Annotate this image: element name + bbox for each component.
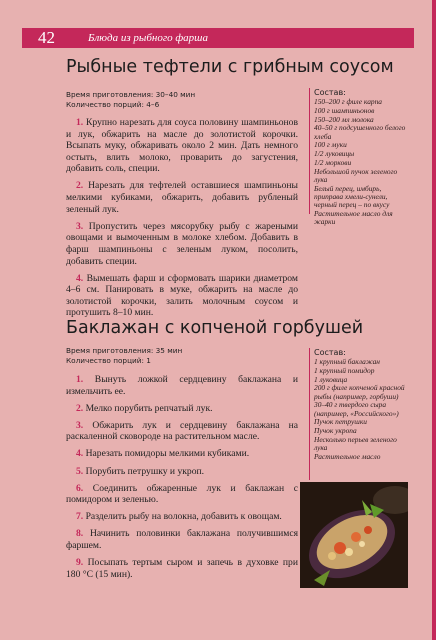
- recipe2-step: [66, 483, 298, 506]
- step-number: 1.: [76, 117, 84, 128]
- step-number: 5.: [76, 465, 84, 477]
- recipe2-title: Баклажан с копченой горбушей: [66, 318, 364, 338]
- recipe2-step: [66, 374, 298, 397]
- step-number: 1.: [76, 374, 84, 385]
- step-text: Крупно нарезать для соуса половину шампиньонов и лук, обжарить на масле до золотистой корочки. Всыпать муку, обжаривать около 2 мин. Дать немного остыть, влить молоко, проварить до загустения, добавить соль, специи.: [66, 117, 298, 175]
- step-text: Разделить рыбу на волокна, добавить к овощам.: [83, 511, 282, 523]
- ingredient-item: Небольшой пучок зеленого лука: [314, 166, 398, 184]
- ingredient-item: Пучок укропа: [314, 426, 357, 436]
- step-text: Нарезать помидоры мелкими кубиками.: [83, 448, 250, 460]
- ingredient-item: Белый перец, имбирь, приправа хмели-сунели, черный перец – по вкусу: [314, 183, 390, 210]
- ingredient-item: Пучок петрушки: [314, 417, 367, 427]
- recipe1-ingredients: [309, 88, 410, 227]
- recipe2-step: [66, 511, 298, 523]
- ingredient-item: Несколько перьев зеленого лука: [314, 434, 397, 453]
- step-text: Обжарить лук и сердцевину баклажана на раскаленной сковороде на растительном масле.: [66, 419, 298, 443]
- ingredients-list: [314, 358, 410, 461]
- recipe1-step: [66, 117, 298, 175]
- recipe2-meta: [66, 346, 182, 366]
- ingredient-item: 1/2 моркови: [314, 157, 352, 167]
- step-number: 4.: [76, 448, 84, 460]
- ingredient-item: 200 г филе копченой красной рыбы (например, горбуши): [314, 383, 405, 401]
- dish-photo: [300, 482, 408, 588]
- step-text: Начинить половинки баклажана получившимся фаршем.: [66, 528, 298, 552]
- step-text: Нарезать для тефтелей оставшиеся шампиньоны мелкими кубиками, обжарить, добавить рубленый зеленый лук.: [66, 180, 298, 215]
- recipe1-step: [66, 221, 298, 267]
- step-text: Мелко порубить репчатый лук.: [83, 402, 213, 414]
- ingredient-item: 1 крупный помидор: [314, 365, 375, 375]
- ingredient-item: 40–50 г подсушенного белого хлеба: [314, 123, 406, 141]
- recipe2-step: [66, 528, 298, 551]
- recipe2-step: [66, 448, 298, 460]
- ingredient-item: 150–200 г филе карпа: [314, 97, 382, 106]
- recipe2-step: [66, 466, 298, 478]
- page-number: 42: [38, 28, 55, 47]
- step-number: 2.: [76, 180, 84, 192]
- step-number: 4.: [76, 272, 84, 284]
- step-number: 3.: [76, 419, 84, 431]
- ingredient-item: 30–40 г твердого сыра (например, «Российского»): [314, 400, 399, 418]
- recipe2-steps: [66, 374, 298, 586]
- recipe2-prep-time: Время приготовления: 35 мин: [66, 346, 183, 355]
- step-number: 2.: [76, 402, 84, 414]
- edge-stripe: [432, 0, 436, 640]
- step-text: Посыпать тертым сыром и запечь в духовке при 180 °С (15 мин).: [66, 557, 298, 580]
- step-text: Вынуть ложкой сердцевину баклажана и измельчить ее.: [66, 374, 298, 397]
- recipe1-meta: [66, 90, 195, 110]
- step-number: 3.: [76, 220, 84, 232]
- page-header: [22, 28, 414, 48]
- recipe1-steps: [66, 117, 298, 325]
- step-number: 8.: [76, 528, 84, 540]
- ingredient-item: 100 г шампиньонов: [314, 105, 375, 115]
- step-text: Порубить петрушку и укроп.: [83, 465, 205, 477]
- step-number: 7.: [76, 511, 84, 523]
- step-text: Соединить обжаренные лук и баклажан с помидором и зеленью.: [66, 482, 298, 506]
- recipe1-step: [66, 273, 298, 319]
- ingredients-list: [314, 98, 410, 226]
- step-text: Вымешать фарш и сформовать шарики диаметром 4–6 см. Панировать в муке, обжарить на масле до золотистой корочки, залить молочным соусом и протушить 8–10 мин.: [66, 272, 298, 319]
- recipe2-ingredients: [309, 348, 410, 480]
- ingredient-item: 150–200 мл молока: [314, 114, 374, 124]
- recipe1-servings: Количество порций: 4–6: [66, 100, 160, 109]
- ingredients-heading: Состав:: [314, 348, 346, 357]
- running-head: Блюда из рыбного фарша: [88, 32, 208, 44]
- recipe2-step: [66, 420, 298, 443]
- ingredient-item: Растительное масло для жарки: [314, 208, 393, 227]
- recipe2-servings: Количество порций: 1: [66, 356, 151, 365]
- step-number: 6.: [76, 482, 84, 494]
- ingredient-item: 100 г муки: [314, 140, 347, 150]
- recipe1-title: Рыбные тефтели с грибным соусом: [66, 57, 394, 77]
- ingredient-item: 1 луковица: [314, 374, 348, 384]
- ingredient-item: 1/2 луковицы: [314, 149, 355, 159]
- recipe1-step: [66, 180, 298, 215]
- recipe2-step: [66, 403, 298, 415]
- step-number: 9.: [76, 557, 84, 569]
- ingredients-heading: Состав:: [314, 88, 346, 97]
- ingredient-item: 1 крупный баклажан: [314, 357, 380, 366]
- ingredient-item: Растительное масло: [314, 451, 381, 461]
- step-text: Пропустить через мясорубку рыбу с жареными овощами и вымоченным в молоке хлебом. Добавить в фарш шампиньоны с зеленым луком, посолить, добавить специи.: [66, 220, 298, 267]
- stuffed-eggplant-photo: [300, 482, 408, 588]
- recipe1-prep-time: Время приготовления: 30–40 мин: [66, 90, 196, 99]
- recipe2-step: [66, 557, 298, 580]
